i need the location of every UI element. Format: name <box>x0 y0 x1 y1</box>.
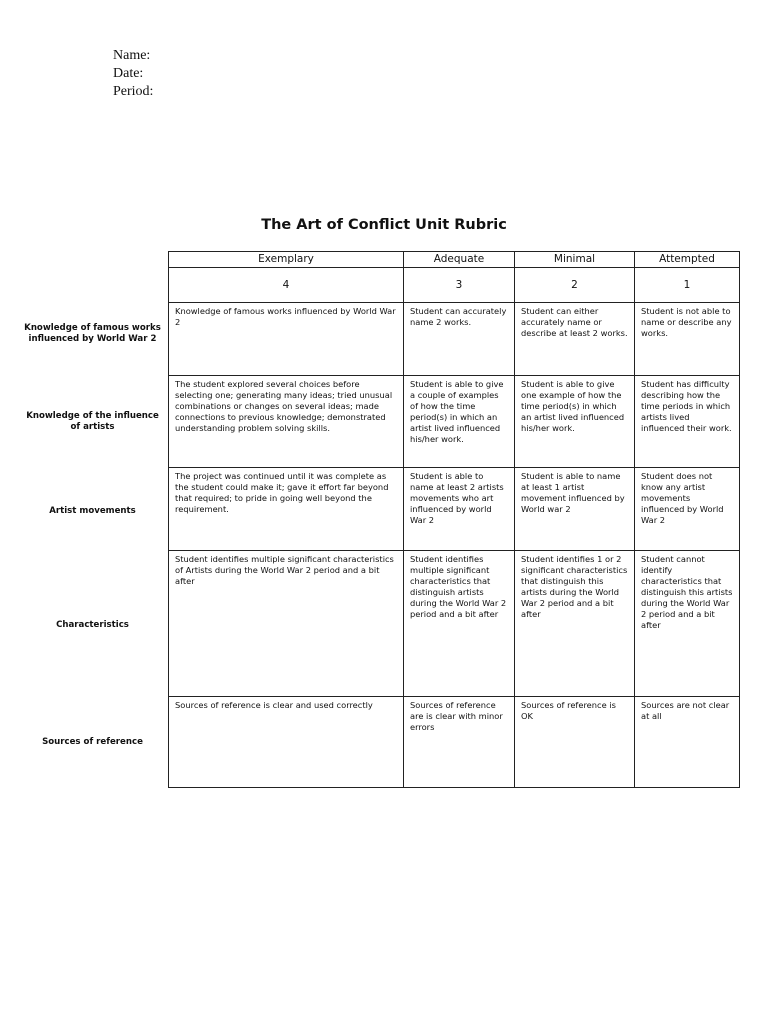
score-minimal: 2 <box>515 268 635 303</box>
score-exemplary: 4 <box>169 268 404 303</box>
cell-minimal: Student identifies 1 or 2 significant characteristics that distinguish this artists during the World War 2 period and a bit after <box>515 551 635 697</box>
cell-exemplary: The project was continued until it was complete as the student could make it; gave it effort far beyond that required; to pride in going well beyond the requirement. <box>169 468 404 551</box>
column-header-exemplary: Exemplary <box>169 252 404 268</box>
cell-attempted: Student cannot identify characteristics that distinguish this artists during the World War 2 period and a bit after <box>635 551 740 697</box>
cell-adequate: Sources of reference are is clear with minor errors <box>404 697 515 788</box>
cell-exemplary: Knowledge of famous works influenced by World War 2 <box>169 303 404 376</box>
student-info-block <box>113 47 153 101</box>
table-row <box>169 697 740 788</box>
cell-adequate: Student is able to name at least 2 artists movements who art influenced by world War 2 <box>404 468 515 551</box>
score-row <box>169 268 740 303</box>
cell-exemplary: Student identifies multiple significant characteristics of Artists during the World War 2 period and a bit after <box>169 551 404 697</box>
period-label: Period: <box>113 84 154 99</box>
page-title: The Art of Conflict Unit Rubric <box>261 217 507 233</box>
rubric-table <box>168 251 740 788</box>
date-label: Date: <box>113 66 144 81</box>
table-row <box>169 376 740 468</box>
column-header-adequate: Adequate <box>404 252 515 268</box>
score-adequate: 3 <box>404 268 515 303</box>
cell-attempted: Student does not know any artist movements influenced by World War 2 <box>635 468 740 551</box>
row-label-knowledge-works: Knowledge of famous works influenced by World War 2 <box>24 323 161 344</box>
cell-minimal: Student is able to name at least 1 artist movement influenced by World war 2 <box>515 468 635 551</box>
cell-minimal: Student can either accurately name or describe at least 2 works. <box>515 303 635 376</box>
cell-attempted: Student has difficulty describing how the time periods in which artists lived influenced their work. <box>635 376 740 468</box>
cell-adequate: Student identifies multiple significant characteristics that distinguish artists during the World War 2 period and a bit after <box>404 551 515 697</box>
row-label-characteristics: Characteristics <box>56 620 129 630</box>
table-row <box>169 551 740 697</box>
cell-exemplary: Sources of reference is clear and used correctly <box>169 697 404 788</box>
row-label-influence-of-artists: Knowledge of the influence of artists <box>26 411 159 432</box>
cell-exemplary: The student explored several choices before selecting one; generating many ideas; tried unusual combinations or changes on several ideas; made connections to previous knowledge; demonstrated understanding problem solving skills. <box>169 376 404 468</box>
cell-minimal: Sources of reference is OK <box>515 697 635 788</box>
table-header-row <box>169 252 740 268</box>
table-row <box>169 303 740 376</box>
name-label: Name: <box>113 48 151 63</box>
cell-adequate: Student is able to give a couple of examples of how the time period(s) in which an artist lived influenced his/her work. <box>404 376 515 468</box>
column-header-minimal: Minimal <box>515 252 635 268</box>
cell-attempted: Student is not able to name or describe any works. <box>635 303 740 376</box>
row-label-artist-movements: Artist movements <box>49 506 136 516</box>
cell-adequate: Student can accurately name 2 works. <box>404 303 515 376</box>
cell-attempted: Sources are not clear at all <box>635 697 740 788</box>
row-label-sources-of-reference: Sources of reference <box>42 737 143 747</box>
column-header-attempted: Attempted <box>635 252 740 268</box>
cell-minimal: Student is able to give one example of how the time period(s) in which an artist lived influenced his/her work. <box>515 376 635 468</box>
table-row <box>169 468 740 551</box>
score-attempted: 1 <box>635 268 740 303</box>
